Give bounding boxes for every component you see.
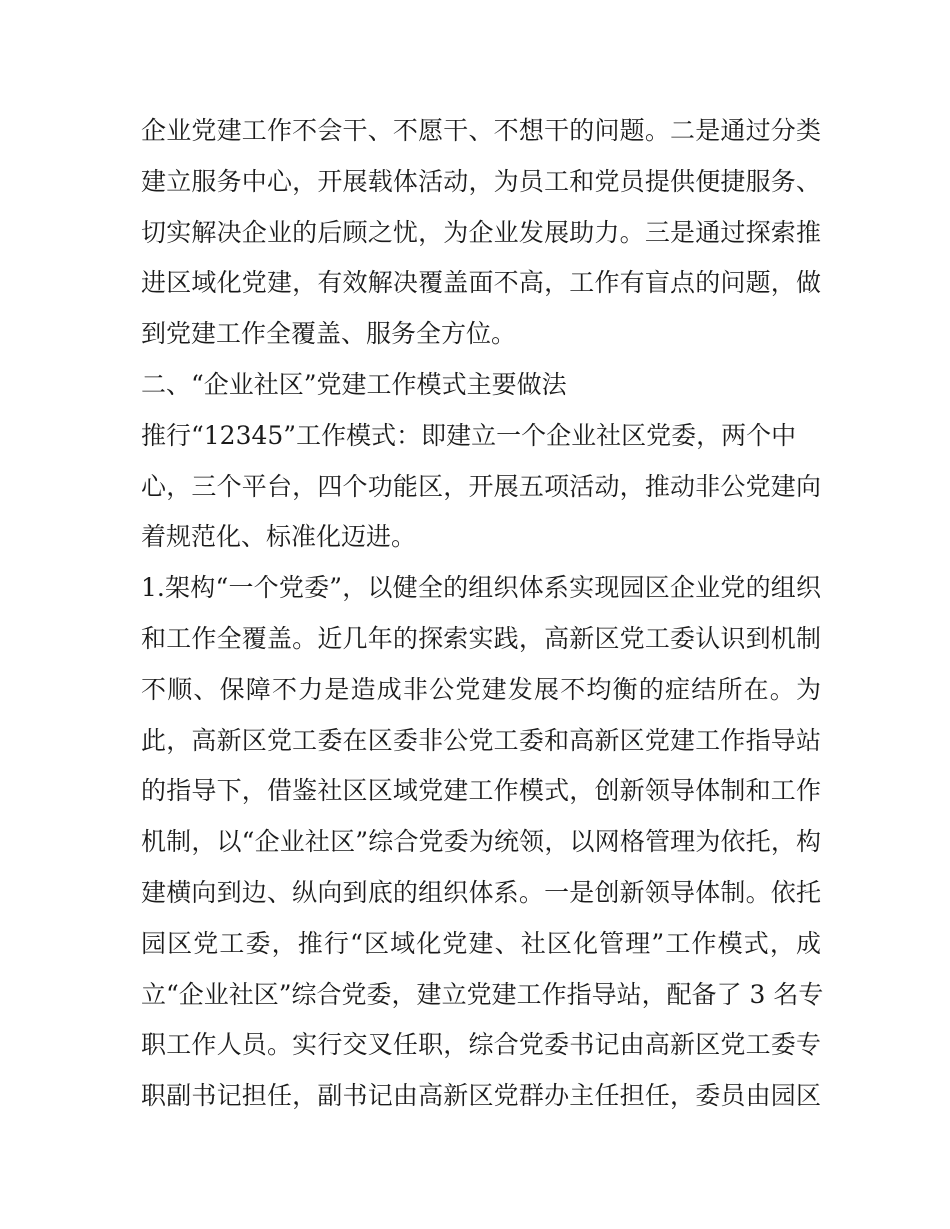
text-line: 职副书记担任，副书记由高新区党群办主任担任，委员由园区 — [141, 1081, 821, 1111]
text-line: 心，三个平台，四个功能区，开展五项活动，推动非公党建向 — [141, 471, 821, 501]
text-line: 和工作全覆盖。近几年的探索实践，高新区党工委认识到机制 — [141, 623, 821, 653]
text-line: 到党建工作全覆盖、服务全方位。 — [141, 319, 517, 349]
text-line: 着规范化、标准化迈进。 — [141, 522, 417, 552]
text-line: 进区域化党建，有效解决覆盖面不高，工作有盲点的问题，做 — [141, 268, 821, 298]
text-line: 园区党工委，推行“区域化党建、社区化管理”工作模式，成 — [141, 928, 821, 958]
text-line: 建立服务中心，开展载体活动，为员工和党员提供便捷服务、 — [141, 166, 821, 196]
text-line: 的指导下，借鉴社区区域党建工作模式，创新领导体制和工作 — [141, 776, 821, 806]
text-line: 机制，以“企业社区”综合党委为统领，以网格管理为依托，构 — [141, 827, 821, 857]
text-line: 建横向到边、纵向到底的组织体系。一是创新领导体制。依托 — [141, 877, 821, 907]
text-line: 1.架构“一个党委”，以健全的组织体系实现园区企业党的组织 — [141, 573, 821, 603]
text-line: 切实解决企业的后顾之忧，为企业发展助力。三是通过探索推 — [141, 217, 821, 247]
body-text — [141, 106, 824, 1122]
text-line: 不顺、保障不力是造成非公党建发展不均衡的症结所在。为 — [141, 674, 821, 704]
text-line: 推行“12345”工作模式：即建立一个企业社区党委，两个中 — [141, 420, 797, 450]
text-line: 立“企业社区”综合党委，建立党建工作指导站，配备了 3 名专 — [141, 979, 824, 1009]
text-line: 企业党建工作不会干、不愿干、不想干的问题。二是通过分类 — [141, 116, 821, 145]
text-line: 二、“企业社区”党建工作模式主要做法 — [141, 369, 567, 399]
text-line: 职工作人员。实行交叉任职，综合党委书记由高新区党工委专 — [141, 1030, 821, 1060]
text-line: 此，高新区党工委在区委非公党工委和高新区党建工作指导站 — [141, 725, 821, 755]
